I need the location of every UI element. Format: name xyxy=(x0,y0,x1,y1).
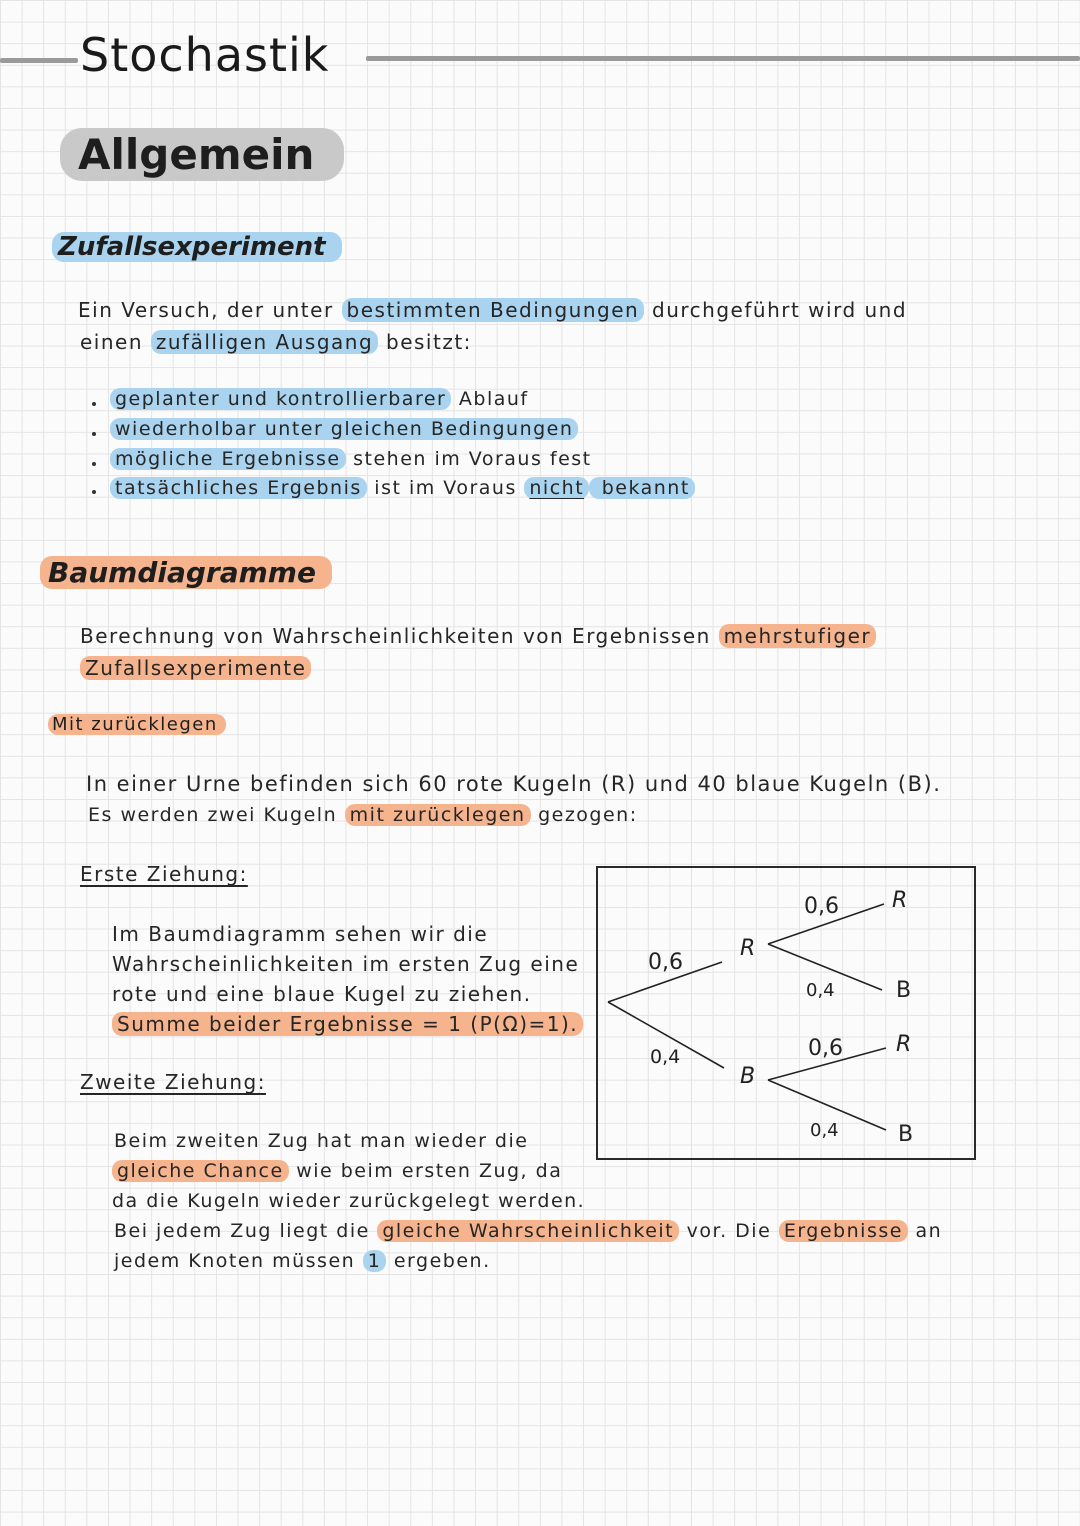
bullet-dot xyxy=(92,490,96,494)
leaf-B-R: R xyxy=(896,1032,912,1057)
page-title: Stochastik xyxy=(80,28,330,82)
title-rule-left xyxy=(0,58,78,63)
prob-R-B: 0,4 xyxy=(806,980,835,1001)
subheading-mit-zuruecklegen: Mit zurücklegen xyxy=(48,714,226,735)
erste-line-3: rote und eine blaue Kugel zu ziehen. xyxy=(112,982,532,1006)
tree-diagram-box xyxy=(596,866,976,1160)
bullet-item-2: wiederholbar unter gleichen Bedingungen xyxy=(110,418,578,440)
zweite-line-1: Beim zweiten Zug hat man wieder die xyxy=(114,1130,529,1152)
erste-line-1: Im Baumdiagramm sehen wir die xyxy=(112,922,489,946)
urne-line-1: In einer Urne befinden sich 60 rote Kugeln (R) und 40 blaue Kugeln (B). xyxy=(86,772,942,796)
baum-desc-1: Berechnung von Wahrscheinlichkeiten von Ergebnissen mehrstufiger xyxy=(80,624,876,648)
heading-erste-ziehung: Erste Ziehung: xyxy=(80,862,248,886)
bullet-item-4: tatsächliches Ergebnis ist im Voraus nicht bekannt xyxy=(110,477,695,499)
erste-line-2: Wahrscheinlichkeiten im ersten Zug eine xyxy=(112,952,580,976)
bullet-dot xyxy=(92,462,96,466)
title-rule-right xyxy=(366,56,1080,61)
baum-desc-2: Zufallsexperimente xyxy=(80,656,311,680)
heading-zweite-ziehung: Zweite Ziehung: xyxy=(80,1070,266,1094)
node-B: B xyxy=(740,1064,756,1089)
heading-baumdiagramme: Baumdiagramme xyxy=(40,556,332,589)
leaf-R-R: R xyxy=(892,888,908,913)
zweite-line-4: Bei jedem Zug liegt die gleiche Wahrscheinlichkeit vor. Die Ergebnisse an xyxy=(114,1220,943,1242)
zufall-line-1: Ein Versuch, der unter bestimmten Bedingungen durchgeführt wird und xyxy=(78,298,908,322)
heading-zufallsexperiment: Zufallsexperiment xyxy=(52,232,342,262)
prob-first-R: 0,6 xyxy=(648,950,683,975)
bullet-dot xyxy=(92,402,96,406)
prob-B-B: 0,4 xyxy=(810,1120,839,1141)
prob-first-B: 0,4 xyxy=(650,1046,681,1068)
leaf-B-B: B xyxy=(898,1122,914,1147)
bullet-item-3: mögliche Ergebnisse stehen im Voraus fest xyxy=(110,448,592,470)
zufall-line-2: einen zufälligen Ausgang besitzt: xyxy=(80,330,472,354)
bullet-dot xyxy=(92,432,96,436)
tree-diagram-lines xyxy=(598,868,974,1158)
zweite-line-5: jedem Knoten müssen 1 ergeben. xyxy=(114,1250,491,1272)
prob-R-R: 0,6 xyxy=(804,894,839,919)
prob-B-R: 0,6 xyxy=(808,1036,843,1061)
leaf-R-B: B xyxy=(896,978,912,1003)
section-pill-allgemein: Allgemein xyxy=(60,128,344,181)
node-R: R xyxy=(740,936,756,961)
erste-line-4: Summe beider Ergebnisse = 1 (P(Ω)=1). xyxy=(112,1012,583,1036)
urne-line-2: Es werden zwei Kugeln mit zurücklegen gezogen: xyxy=(88,804,638,826)
zweite-line-2: gleiche Chance wie beim ersten Zug, da xyxy=(112,1160,562,1182)
zweite-line-3: da die Kugeln wieder zurückgelegt werden. xyxy=(112,1190,586,1212)
bullet-item-1: geplanter und kontrollierbarer Ablauf xyxy=(110,388,529,410)
